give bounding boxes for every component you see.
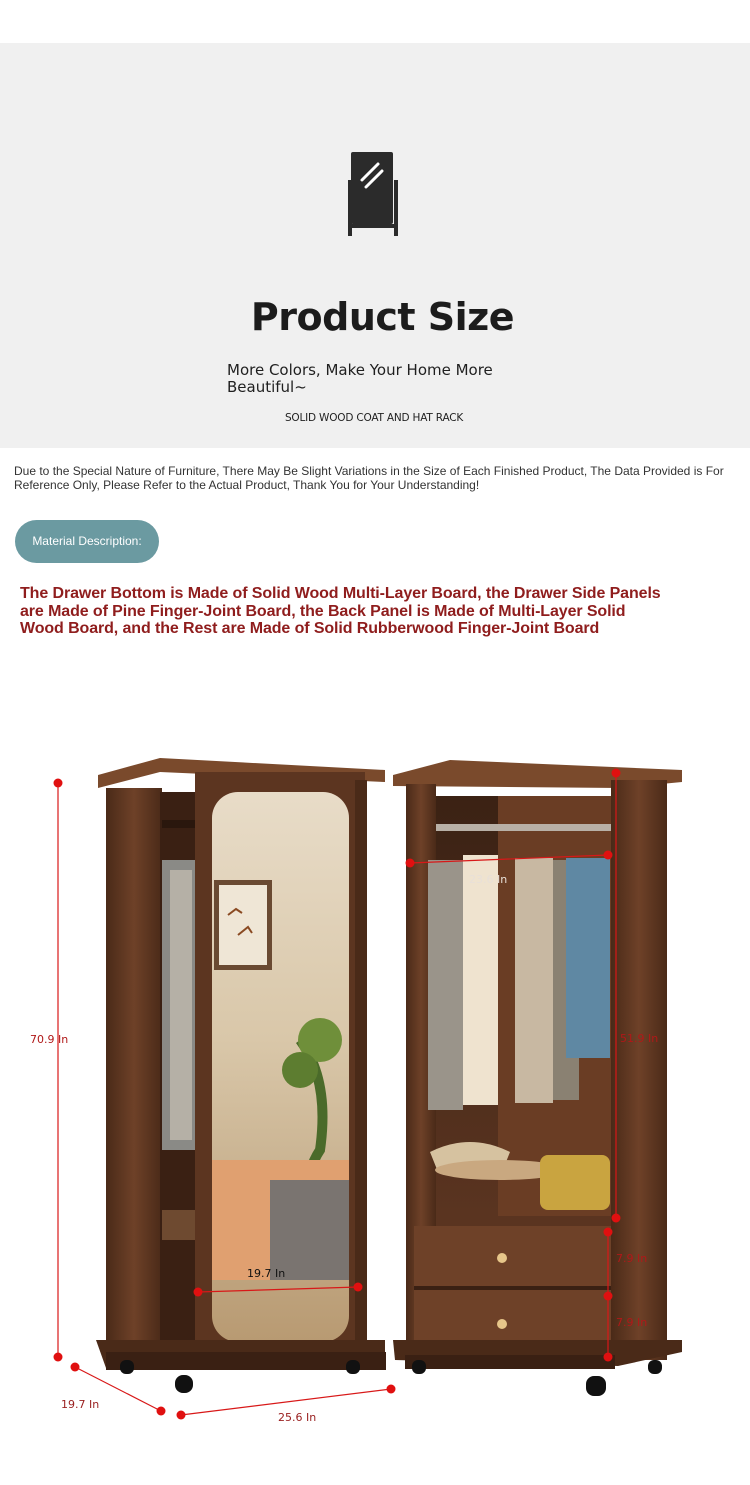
wardrobe-illustration <box>0 740 750 1440</box>
dimension-width-label: 25.6 In <box>278 1411 317 1424</box>
dimension-mirror-width-label: 19.7 In <box>247 1267 286 1280</box>
product-dimension-figure <box>0 740 750 1440</box>
material-description-badge: Material Description: <box>15 520 159 563</box>
dimension-depth-label: 19.7 In <box>61 1398 100 1411</box>
page-title: Product Size <box>250 295 515 339</box>
material-text: The Drawer Bottom is Made of Solid Wood Multi-Layer Board, the Drawer Side Panels are Made of Pine Finger-Joint Board, the Back Panel is Made of Multi-Layer Solid Wood Board, and the Rest are Made of Solid Rubberwood Finger-Joint Board <box>20 585 661 637</box>
left-wardrobe <box>96 758 386 1393</box>
disclaimer-text: Due to the Special Nature of Furniture, There May Be Slight Variations in the Size of Each Finished Product, The Data Provided is For Reference Only, Please Refer to the Actual Product, Thank You for Your Understanding! <box>14 464 724 492</box>
dimension-hanging-height-label: 51.9 In <box>620 1032 659 1045</box>
mirror-cabinet-icon <box>348 150 398 238</box>
hero-subtitle: More Colors, Make Your Home More Beautiful~ <box>227 361 493 396</box>
dimension-inner-width-label: 23.6 In <box>469 873 508 886</box>
dimension-drawer-bottom-label: 7.9 In <box>616 1316 648 1329</box>
hero-section <box>0 43 750 448</box>
dimension-height-label: 70.9 In <box>30 1033 69 1046</box>
hero-tagline: SOLID WOOD COAT AND HAT RACK <box>284 412 464 424</box>
right-wardrobe <box>393 760 682 1396</box>
dimension-drawer-top-label: 7.9 In <box>616 1252 648 1265</box>
